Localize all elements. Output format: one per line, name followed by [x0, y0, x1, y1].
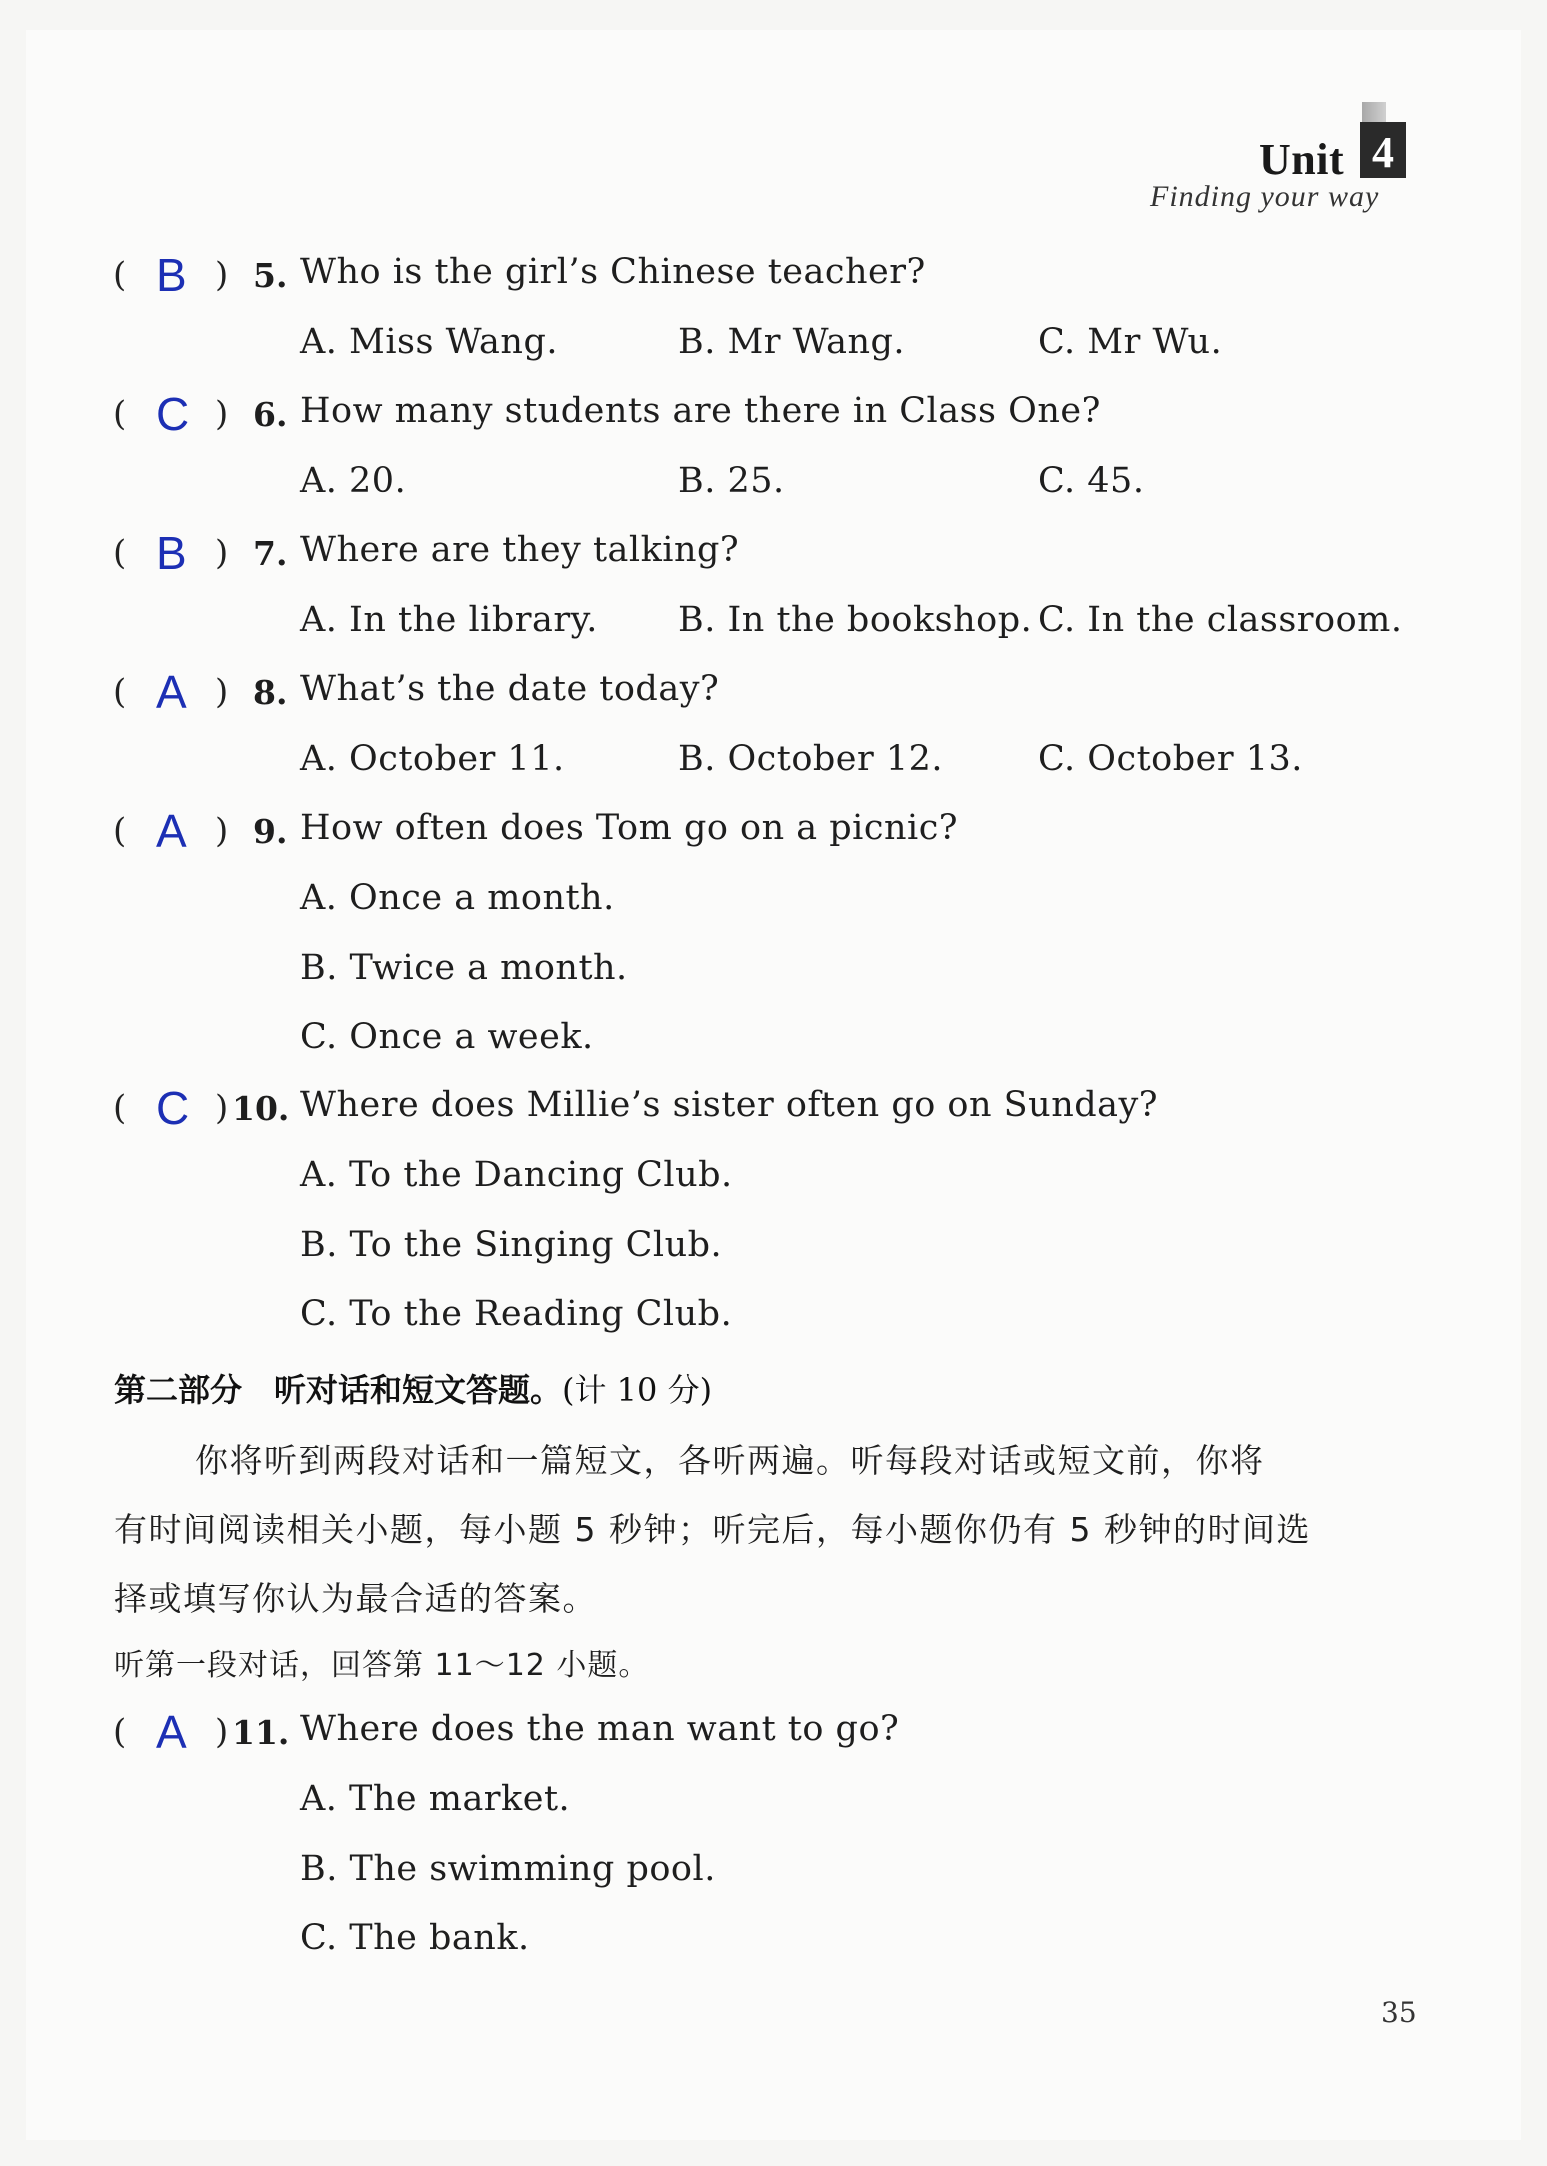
paren-right: ) — [215, 1088, 229, 1128]
paren-left: ( — [113, 811, 127, 851]
question-text: Where does the man want to go? — [300, 1709, 900, 1749]
question-number: 11. — [232, 1713, 290, 1752]
paren-right: ) — [215, 533, 229, 573]
option-b: B. 25. — [678, 461, 785, 501]
page-number: 35 — [1381, 1996, 1417, 2029]
option-a: A. Once a month. — [300, 878, 615, 918]
option-a: A. 20. — [300, 461, 407, 501]
option-b: B. To the Singing Club. — [300, 1225, 723, 1265]
paren-left: ( — [113, 533, 127, 573]
option-a: A. To the Dancing Club. — [300, 1155, 733, 1195]
option-b: B. Mr Wang. — [678, 322, 906, 362]
answer-mark: C — [156, 388, 190, 440]
option-c: C. In the classroom. — [1038, 600, 1403, 640]
paren-left: ( — [113, 1088, 127, 1128]
unit-number-badge: 4 — [1360, 122, 1406, 178]
option-c: C. To the Reading Club. — [300, 1294, 733, 1334]
option-b: B. The swimming pool. — [300, 1849, 716, 1889]
sub-note: 听第一段对话，回答第 11～12 小题。 — [114, 1648, 650, 1683]
question-text: Where does Millie’s sister often go on Sunday? — [300, 1085, 1159, 1125]
question-text: Who is the girl’s Chinese teacher? — [300, 252, 926, 292]
paren-left: ( — [113, 1712, 127, 1752]
unit-word: Unit — [1259, 135, 1345, 184]
paren-left: ( — [113, 394, 127, 434]
paren-right: ) — [215, 255, 229, 295]
question-number: 9. — [253, 812, 288, 851]
instruction-line-1: 你将听到两段对话和一篇短文，各听两遍。听每段对话或短文前，你将 — [195, 1441, 1265, 1480]
section-title — [114, 1365, 712, 1411]
paren-left: ( — [113, 672, 127, 712]
option-a: A. In the library. — [300, 600, 598, 640]
section-title-text: 第二部分 听对话和短文答题。 — [114, 1371, 563, 1409]
paren-right: ) — [215, 394, 229, 434]
instruction-line-2: 有时间阅读相关小题，每小题 5 秒钟；听完后，每小题你仍有 5 秒钟的时间选 — [114, 1510, 1311, 1549]
answer-mark: A — [156, 805, 187, 857]
question-number: 10. — [232, 1089, 290, 1128]
answer-mark: C — [156, 1082, 190, 1134]
instruction-line-3: 择或填写你认为最合适的答案。 — [114, 1579, 597, 1618]
answer-mark: B — [156, 249, 187, 301]
paren-right: ) — [215, 672, 229, 712]
question-text: What’s the date today? — [300, 669, 720, 709]
option-c: C. Once a week. — [300, 1017, 594, 1057]
unit-header — [1140, 100, 1440, 230]
option-a: A. October 11. — [300, 739, 565, 779]
paren-right: ) — [215, 1712, 229, 1752]
question-text: How many students are there in Class One? — [300, 391, 1101, 431]
option-c: C. October 13. — [1038, 739, 1303, 779]
paren-right: ) — [215, 811, 229, 851]
paren-left: ( — [113, 255, 127, 295]
option-a: A. Miss Wang. — [300, 322, 558, 362]
unit-subtitle: Finding your way — [1150, 180, 1380, 213]
answer-mark: A — [156, 666, 187, 718]
section-score: (计 10 分) — [562, 1371, 713, 1409]
question-number: 5. — [253, 256, 288, 295]
option-b: B. October 12. — [678, 739, 944, 779]
question-text: How often does Tom go on a picnic? — [300, 808, 959, 848]
answer-mark: B — [156, 527, 187, 579]
option-c: C. The bank. — [300, 1918, 530, 1958]
question-number: 6. — [253, 395, 288, 434]
answer-mark: A — [156, 1706, 187, 1758]
option-b: B. Twice a month. — [300, 948, 628, 988]
option-c: C. 45. — [1038, 461, 1145, 501]
question-number: 8. — [253, 673, 288, 712]
option-a: A. The market. — [300, 1779, 571, 1819]
question-text: Where are they talking? — [300, 530, 740, 570]
option-c: C. Mr Wu. — [1038, 322, 1223, 362]
option-b: B. In the bookshop. — [678, 600, 1033, 640]
question-number: 7. — [253, 534, 288, 573]
